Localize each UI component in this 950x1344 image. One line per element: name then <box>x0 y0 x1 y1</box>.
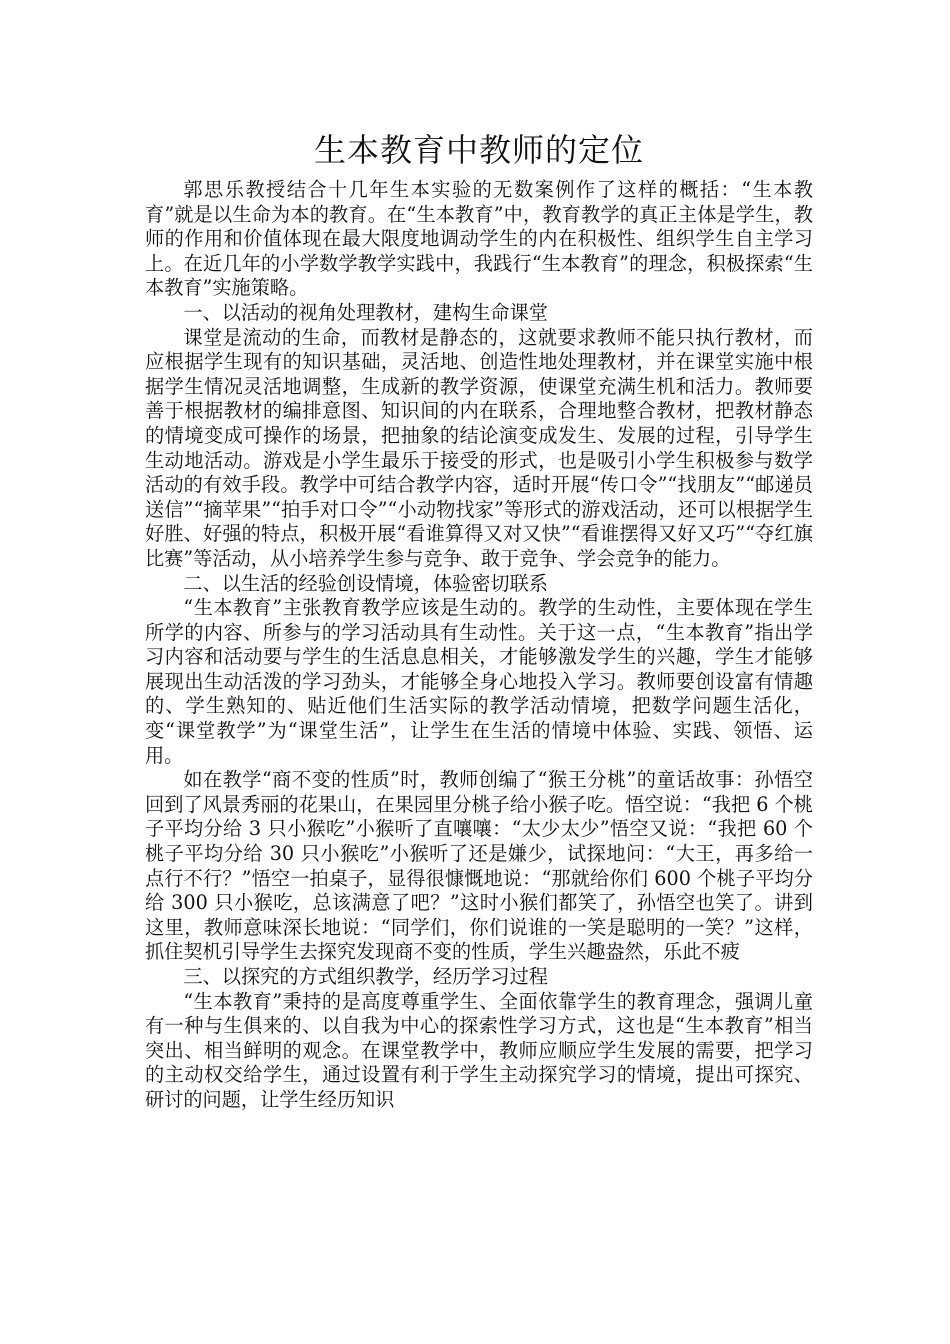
section-heading-2: 二、以生活的经验创设情境，体验密切联系 <box>183 571 548 595</box>
section-2-example-paragraph: 如在教学“商不变的性质”时，教师创编了“猴王分桃”的童话故事：孙悟空回到了风景秀丽的花果山，在果园里分桃子给小猴子吃。悟空说：“我把 6 个桃子平均分给 3 只小猴吃”小猴听了直嚷嚷：“太少太少”悟空又说：“我把 60 个桃子平均分给 30 只小猴吃”小猴听了还是嫌少，试探地问：“大王，再多给一点行不行？”悟空一拍桌子，显得很慷慨地说：“那就给你们 600 个桃子平均分给 300 只小猴吃，总该满意了吧？”这时小猴们都笑了，孙悟空也笑了。讲到这里，教师意味深长地说：“同学们，你们说谁的一笑是聪明的一笑？”这样，抓住契机引导学生去探究发现商不变的性质，学生兴趣盎然，乐此不疲 <box>145 768 813 964</box>
intro-paragraph: 郭思乐教授结合十几年生本实验的无数案例作了这样的概括：“生本教育”就是以生命为本的教育。在“生本教育”中，教育教学的真正主体是学生，教师的作用和价值体现在最大限度地调动学生的内在积极性、组织学生自主学习上。在近几年的小学数学教学实践中，我践行“生本教育”的理念，积极探索“生本教育”实施策略。 <box>145 178 813 300</box>
section-3-paragraph: “生本教育”秉持的是高度尊重学生、全面依靠学生的教育理念，强调儿童有一种与生俱来的、以自我为中心的探索性学习方式，这也是“生本教育”相当突出、相当鲜明的观念。在课堂教学中，教师应顺应学生发展的需要，把学习的主动权交给学生，通过设置有利于学生主动探究学习的情境，提出可探究、研讨的问题，让学生经历知识 <box>145 989 813 1111</box>
section-heading-1: 一、以活动的视角处理教材，建构生命课堂 <box>183 300 548 324</box>
page-title: 生本教育中教师的定位 <box>313 131 644 169</box>
section-heading-3: 三、以探究的方式组织教学，经历学习过程 <box>183 965 548 988</box>
section-1-paragraph: 课堂是流动的生命，而教材是静态的，这就要求教师不能只执行教材，而应根据学生现有的知识基础，灵活地、创造性地处理教材，并在课堂实施中根据学生情况灵活地调整，生成新的教学资源，使课堂充满生机和活力。教师要善于根据教材的编排意图、知识间的内在联系，合理地整合教材，把教材静态的情境变成可操作的场景，把抽象的结论演变成发生、发展的过程，引导学生生动地活动。游戏是小学生最乐于接受的形式，也是吸引小学生积极参与数学活动的有效手段。教学中可结合教学内容，适时开展“传口令”“找朋友”“邮递员送信”“摘苹果”“拍手对口令”“小动物找家”等形式的游戏活动，还可以根据学生好胜、好强的特点，积极开展“看谁算得又对又快”“看谁摆得又好又巧”“夺红旗比赛”等活动，从小培养学生参与竞争、敢于竞争、学会竞争的能力。 <box>145 325 813 570</box>
section-2-paragraph: “生本教育”主张教育教学应该是生动的。教学的生动性，主要体现在学生所学的内容、所参与的学习活动具有生动性。关于这一点，“生本教育”指出学习内容和活动要与学生的生活息息相关，才能够激发学生的兴趣，学生才能够展现出生动活泼的学习劲头，才能够全身心地投入学习。教师要创设富有情趣的、学生熟知的、贴近他们生活实际的教学活动情境，把数学问题生活化，变“课堂教学”为“课堂生活”，让学生在生活的情境中体验、实践、领悟、运用。 <box>145 596 813 767</box>
document-body <box>145 126 813 1113</box>
